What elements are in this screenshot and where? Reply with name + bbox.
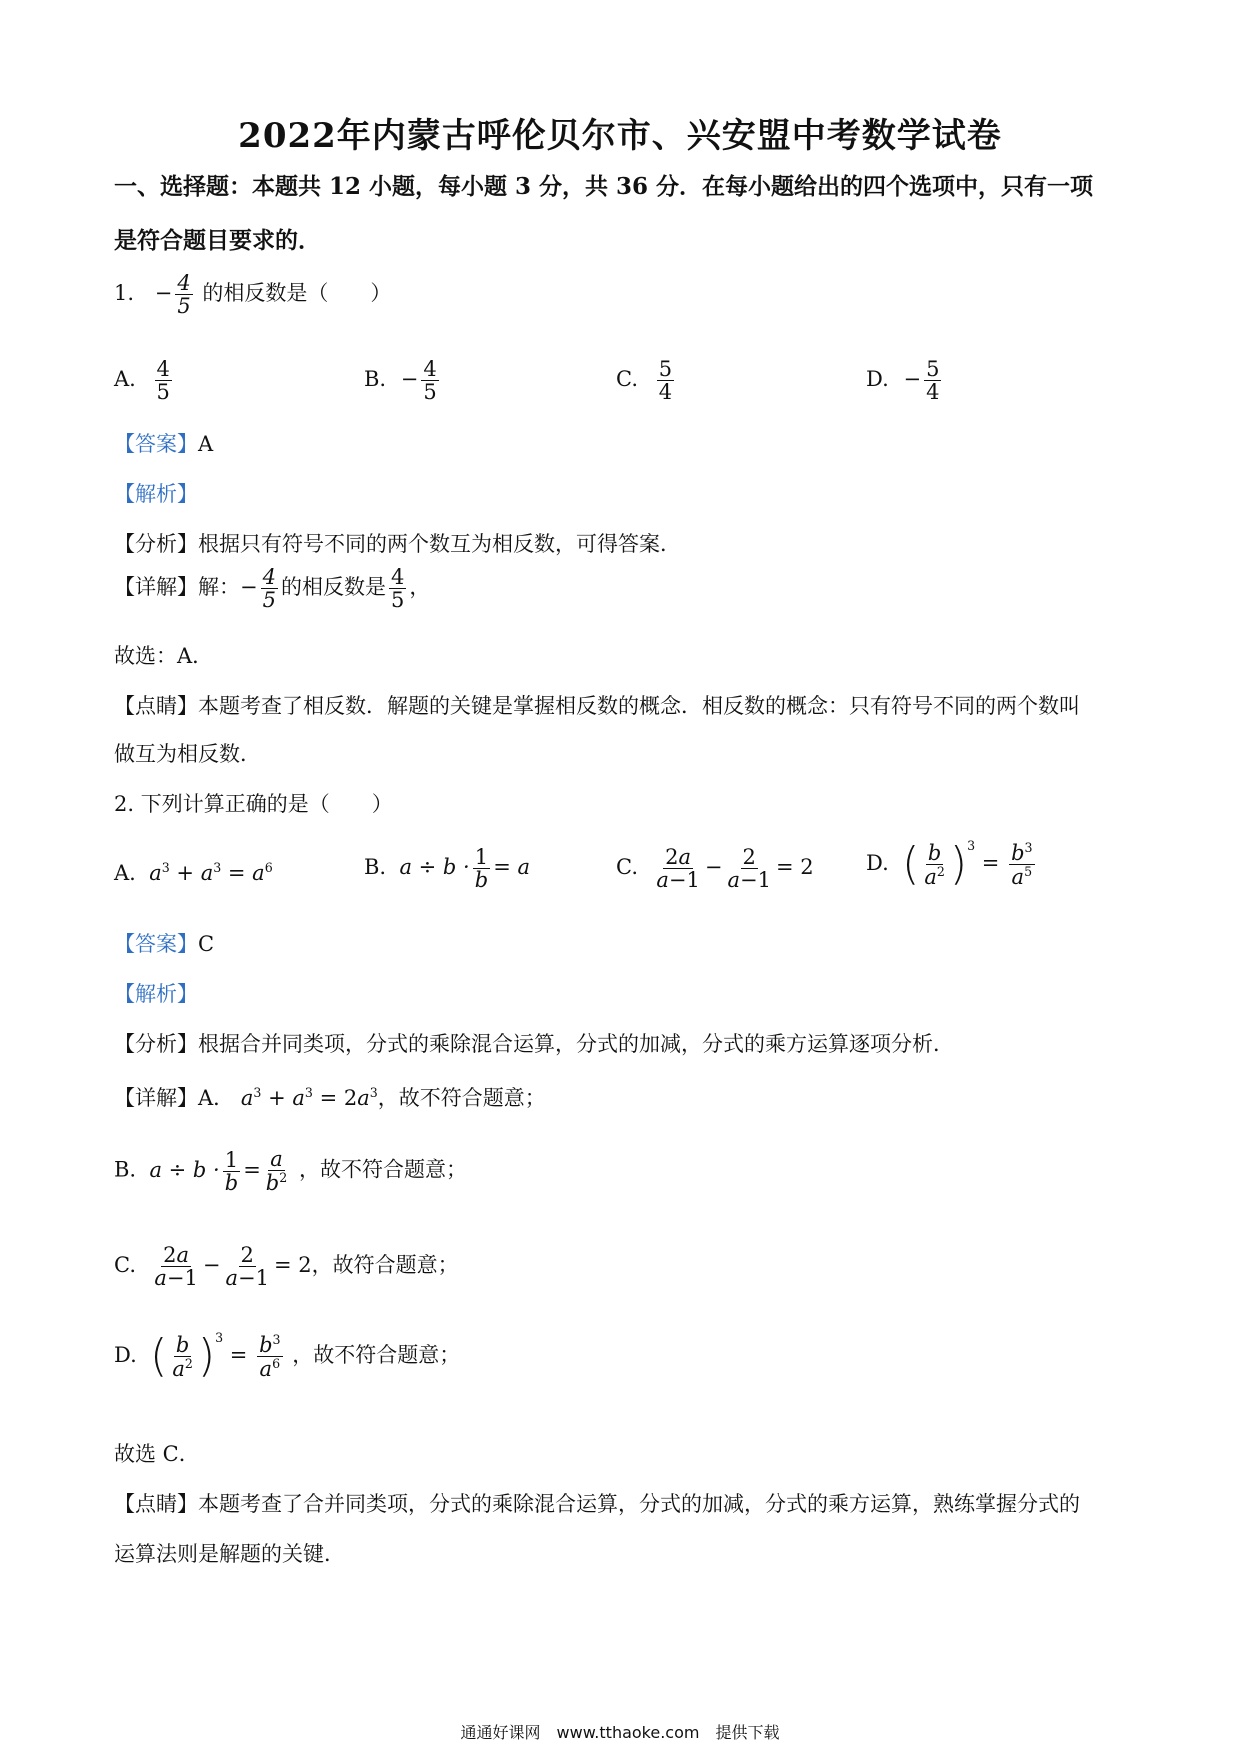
q2-detail-d: D. ( $\frac{b}{a^2}$ )$^3$ = $\frac{b^3}{a^6}$ ，故不符合题意； — [114, 1330, 461, 1383]
q1-detail: 【详解】解：− $\frac{4}{5}$ 的相反数是 $\frac{4}{5}$ ， — [114, 565, 431, 613]
q2-dianjing-2: 运算法则是解题的关键． — [114, 1542, 345, 1566]
q2-fenxi: 【分析】根据合并同类项，分式的乘除混合运算，分式的加减，分式的乘方运算逐项分析． — [114, 1032, 954, 1056]
q2-option-c: C. $\frac{2a}{a-1}$ − $\frac{2}{a-1}$ = 2 — [616, 845, 814, 893]
q2-answer: 【答案】C — [114, 932, 215, 956]
q1-option-b: B. − $\frac{4}{5}$ — [364, 357, 437, 405]
q1-answer: 【答案】A — [114, 432, 214, 456]
q2-dianjing-1: 【点睛】本题考查了合并同类项，分式的乘除混合运算，分式的加减，分式的乘方运算，熟练掌握分式的 — [114, 1492, 1080, 1516]
section-heading-line1: 一、选择题：本题共 12 小题，每小题 3 分，共 36 分．在每小题给出的四个选项中，只有一项 — [114, 173, 1094, 200]
question-1: 1. − $\frac{4}{5}$ 的相反数是（ ） — [114, 271, 392, 319]
q2-detail-c: C. $\frac{2a}{a-1}$ − $\frac{2}{a-1}$ = 2，故符合题意； — [114, 1243, 459, 1291]
q1-option-a: A. $\frac{4}{5}$ — [114, 357, 170, 405]
q1-analysis-label: 【解析】 — [114, 482, 198, 506]
q2-option-b: B. a ÷ b · $\frac{1}{b}$ = a — [364, 845, 530, 893]
q2-analysis-label: 【解析】 — [114, 982, 198, 1006]
q1-value: − $\frac{4}{5}$ — [154, 271, 191, 319]
q1-option-c: C. $\frac{5}{4}$ — [616, 357, 673, 405]
q1-dianjing-1: 【点睛】本题考查了相反数．解题的关键是掌握相反数的概念．相反数的概念：只有符号不同的两个数叫 — [114, 694, 1080, 718]
q1-option-d: D. − $\frac{5}{4}$ — [866, 357, 940, 405]
q2-option-a: A. $a^3 + a^3 = a^6$ — [114, 860, 273, 885]
q1-fenxi: 【分析】根据只有符号不同的两个数互为相反数，可得答案． — [114, 532, 681, 556]
question-2-stem: 2. 下列计算正确的是（ ） — [114, 792, 393, 816]
section-heading-line2: 是符合题目要求的． — [114, 227, 321, 254]
footer-watermark: 通通好课网 www.tthaoke.com 提供下载 — [460, 1723, 780, 1742]
q2-detail-a: 【详解】A． $a^3 + a^3 = 2a^3$，故不符合题意； — [114, 1085, 546, 1110]
q2-choose: 故选 C． — [114, 1442, 200, 1466]
q1-stem: 的相反数是（ ） — [202, 281, 392, 306]
q2-option-d: D. ( $\frac{b}{a^2}$ )$^3$ = $\frac{b^3}{a^5}$ — [866, 838, 1033, 891]
q2-detail-b: B. a ÷ b · $\frac{1}{b}$ = $\frac{a}{b^2}$ ，故不符合题意； — [114, 1147, 467, 1196]
q1-dianjing-2: 做互为相反数． — [114, 742, 261, 766]
q1-choose: 故选：A． — [114, 644, 214, 668]
page-title: 2022年内蒙古呼伦贝尔市、兴安盟中考数学试卷 — [238, 116, 1002, 156]
